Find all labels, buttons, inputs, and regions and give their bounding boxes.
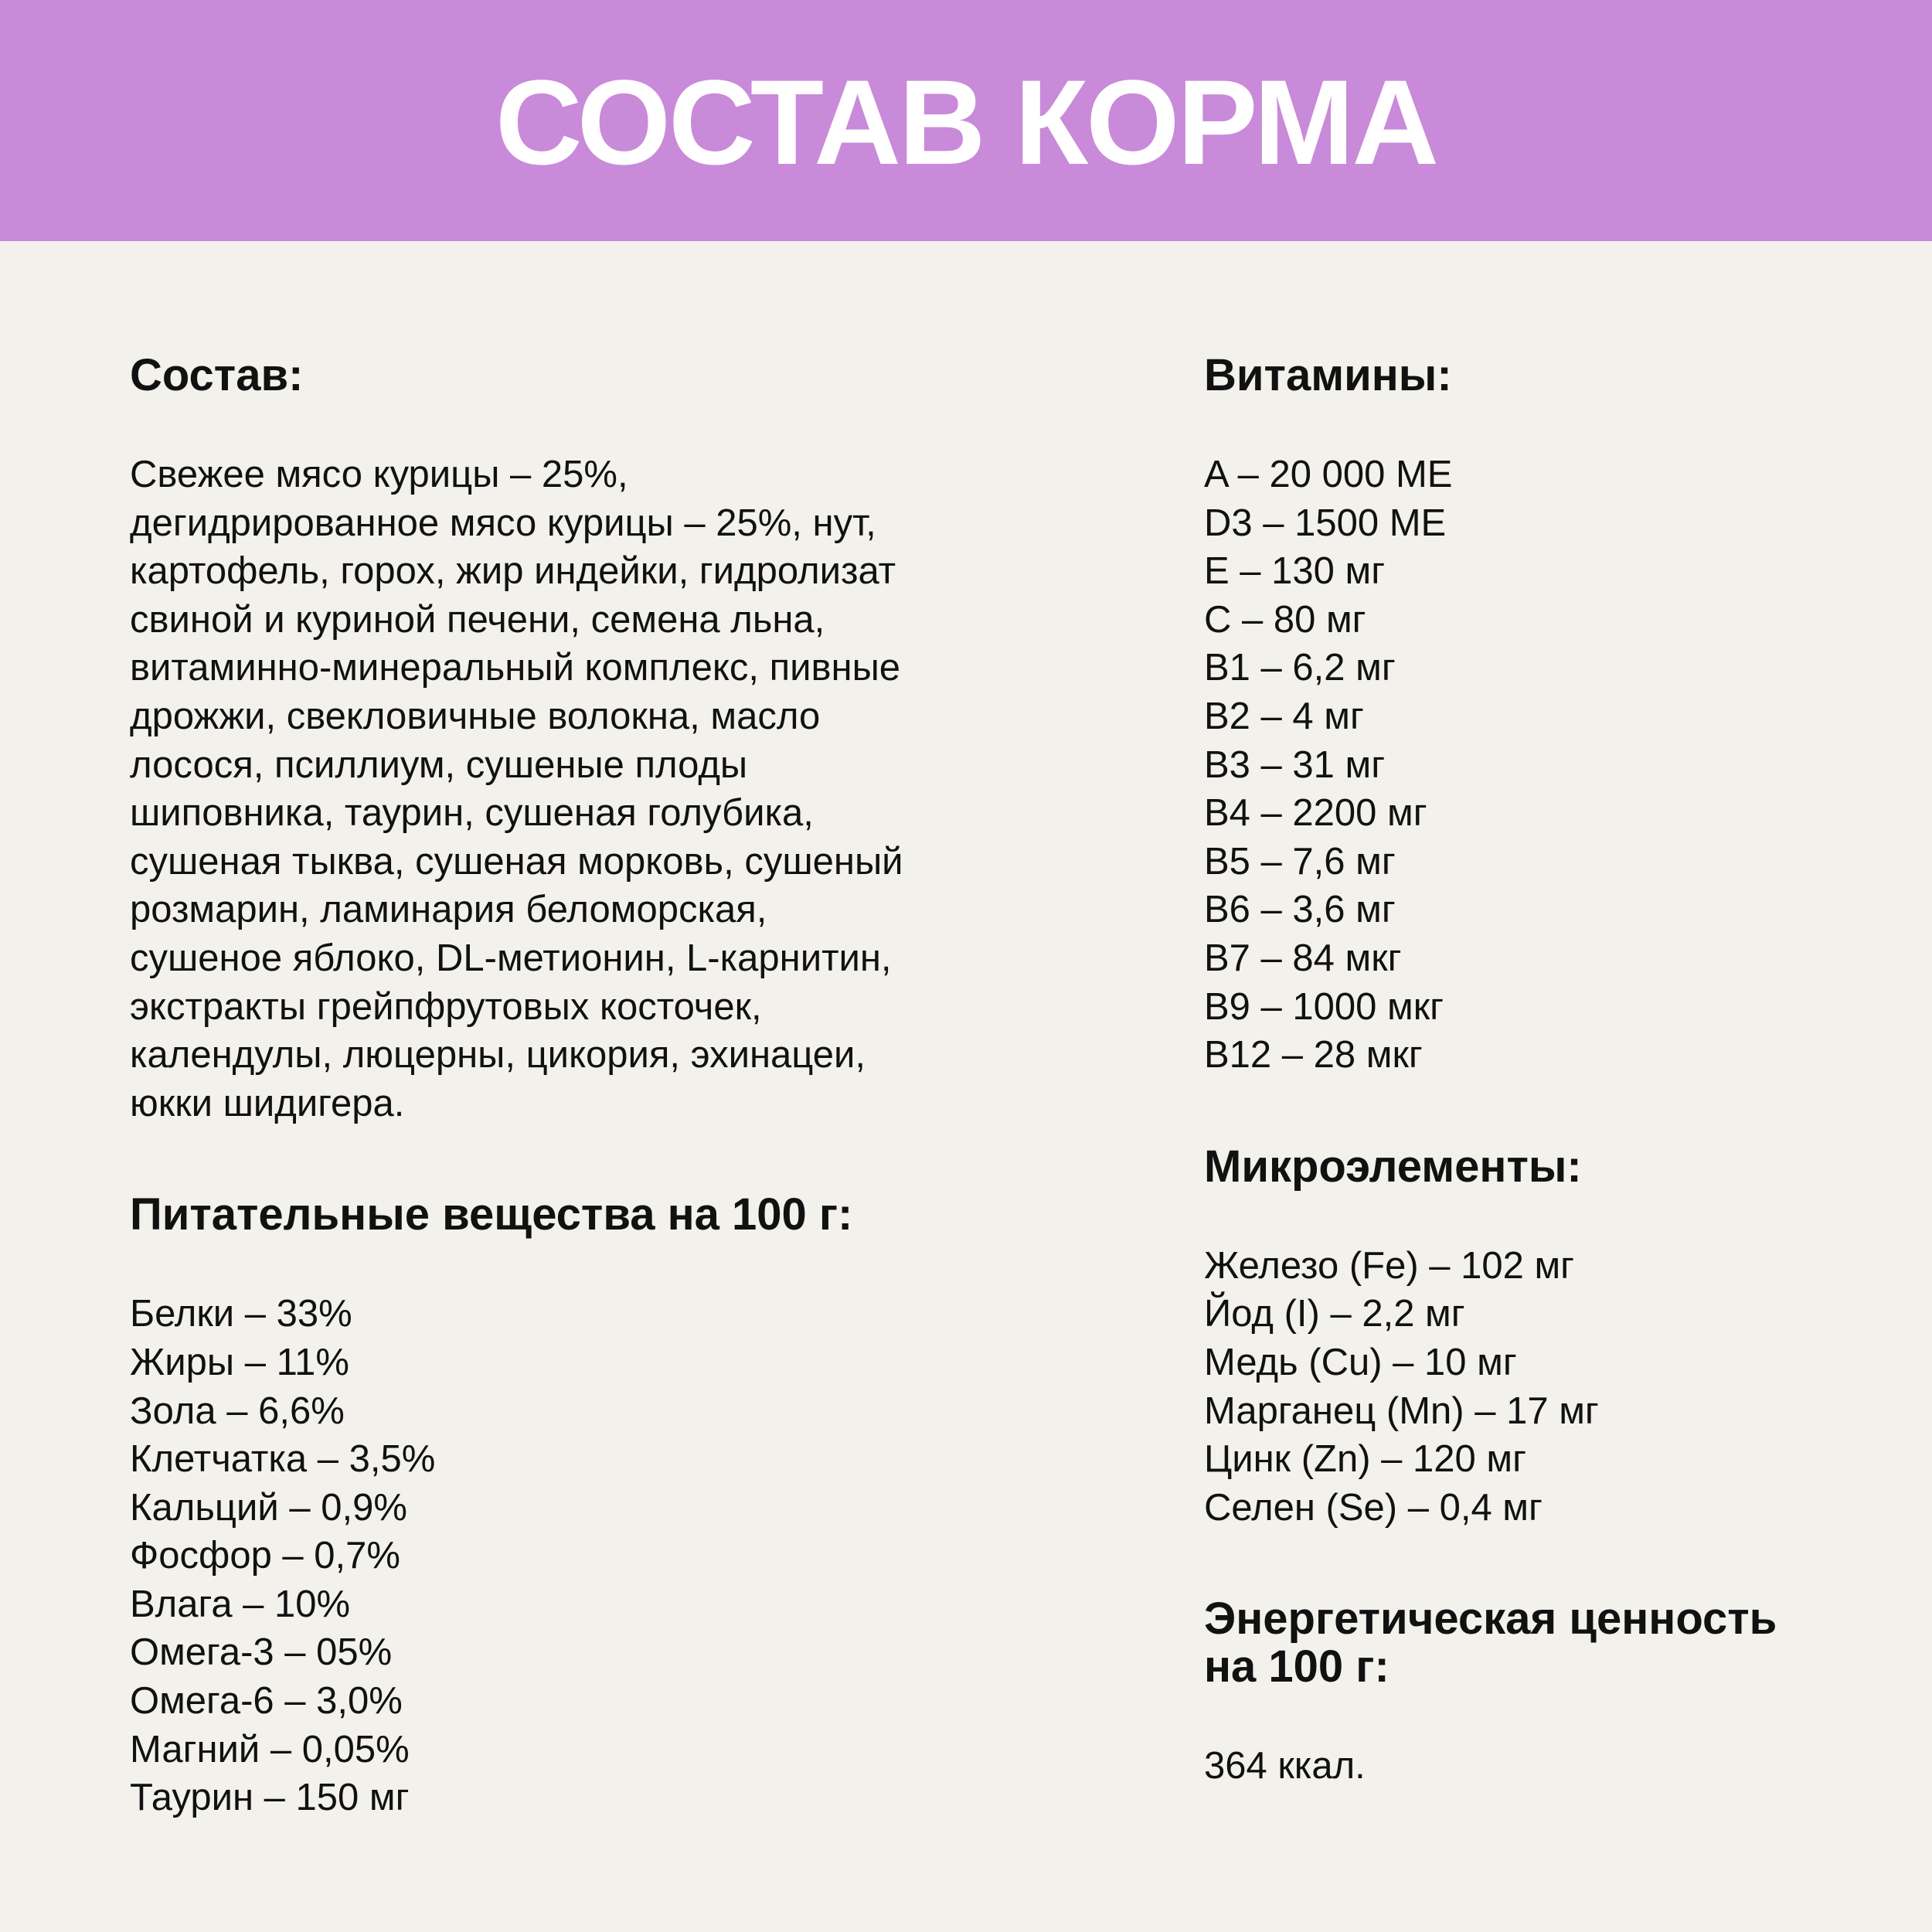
list-item: Таурин – 150 мг [130, 1777, 410, 1819]
composition-line: розмарин, ламинария беломорская, [130, 889, 767, 931]
list-item: A – 20 000 МЕ [1204, 454, 1453, 495]
energy-value: 364 ккал. [1204, 1745, 1366, 1787]
composition-line: сушеная тыква, сушеная морковь, сушеный [130, 840, 903, 883]
list-item: B1 – 6,2 мг [1204, 647, 1396, 689]
composition-line: дрожжи, свекловичные волокна, масло [130, 695, 821, 737]
list-item: Кальций – 0,9% [130, 1486, 407, 1529]
energy-heading-line: на 100 г: [1204, 1641, 1389, 1692]
microelements-list [1204, 1242, 1900, 1532]
list-item: Влага – 10% [130, 1583, 351, 1625]
energy-heading [1204, 1595, 1900, 1691]
composition-line: юкки шидигера. [130, 1082, 405, 1124]
composition-line: дегидрированное мясо курицы – 25%, нут, [130, 502, 876, 544]
list-item: Омега-3 – 05% [130, 1631, 393, 1674]
list-item: B2 – 4 мг [1204, 695, 1364, 737]
list-item: B7 – 84 мкг [1204, 937, 1402, 979]
page-title: СОСТАВ КОРМА [495, 56, 1437, 190]
header-banner [0, 0, 1932, 241]
list-item: C – 80 мг [1204, 598, 1366, 641]
list-item: Магний – 0,05% [130, 1728, 410, 1770]
list-item: Цинк (Zn) – 120 мг [1204, 1438, 1526, 1481]
composition-line: Свежее мясо курицы – 25%, [130, 454, 628, 495]
list-item: B3 – 31 мг [1204, 743, 1386, 786]
composition-line: лосося, псиллиум, сушеные плоды [130, 743, 748, 786]
list-item: B9 – 1000 мкг [1204, 985, 1444, 1028]
list-item: B12 – 28 мкг [1204, 1034, 1423, 1077]
list-item: Зола – 6,6% [130, 1389, 345, 1432]
list-item: D3 – 1500 МЕ [1204, 502, 1447, 544]
composition-heading: Состав: [130, 350, 304, 400]
composition-text [130, 451, 1165, 1128]
list-item: Жиры – 11% [130, 1341, 349, 1383]
nutrients-heading: Питательные вещества на 100 г: [130, 1189, 853, 1240]
composition-line: сушеное яблоко, DL-метионин, L-карнитин, [130, 937, 892, 979]
vitamins-list [1204, 451, 1900, 1080]
composition-line: шиповника, таурин, сушеная голубика, [130, 792, 814, 835]
energy-heading-line: Энергетическая ценность [1204, 1594, 1777, 1645]
list-item: Железо (Fe) – 102 мг [1204, 1244, 1575, 1287]
composition-line: витаминно-минеральный комплекс, пивные [130, 647, 901, 689]
list-item: Клетчатка – 3,5% [130, 1438, 436, 1481]
list-item: B4 – 2200 мг [1204, 792, 1427, 835]
microelements-heading: Микроэлементы: [1204, 1141, 1582, 1192]
vitamins-heading: Витамины: [1204, 350, 1452, 400]
nutrients-list [130, 1290, 1165, 1822]
list-item: Йод (I) – 2,2 мг [1204, 1293, 1465, 1335]
list-item: Медь (Cu) – 10 мг [1204, 1341, 1517, 1383]
composition-line: свиной и куриной печени, семена льна, [130, 598, 825, 641]
right-column [1204, 352, 1900, 1791]
composition-line: картофель, горох, жир индейки, гидролизат [130, 550, 896, 593]
list-item: Марганец (Mn) – 17 мг [1204, 1389, 1599, 1432]
list-item: Омега-6 – 3,0% [130, 1680, 403, 1723]
list-item: B6 – 3,6 мг [1204, 889, 1396, 931]
list-item: Фосфор – 0,7% [130, 1535, 400, 1577]
left-column [130, 352, 1165, 1822]
list-item: Белки – 33% [130, 1293, 352, 1335]
composition-line: календулы, люцерны, цикория, эхинацеи, [130, 1034, 866, 1077]
composition-line: экстракты грейпфрутовых косточек, [130, 985, 762, 1028]
list-item: Селен (Se) – 0,4 мг [1204, 1486, 1543, 1529]
list-item: B5 – 7,6 мг [1204, 840, 1396, 883]
list-item: E – 130 мг [1204, 550, 1386, 593]
